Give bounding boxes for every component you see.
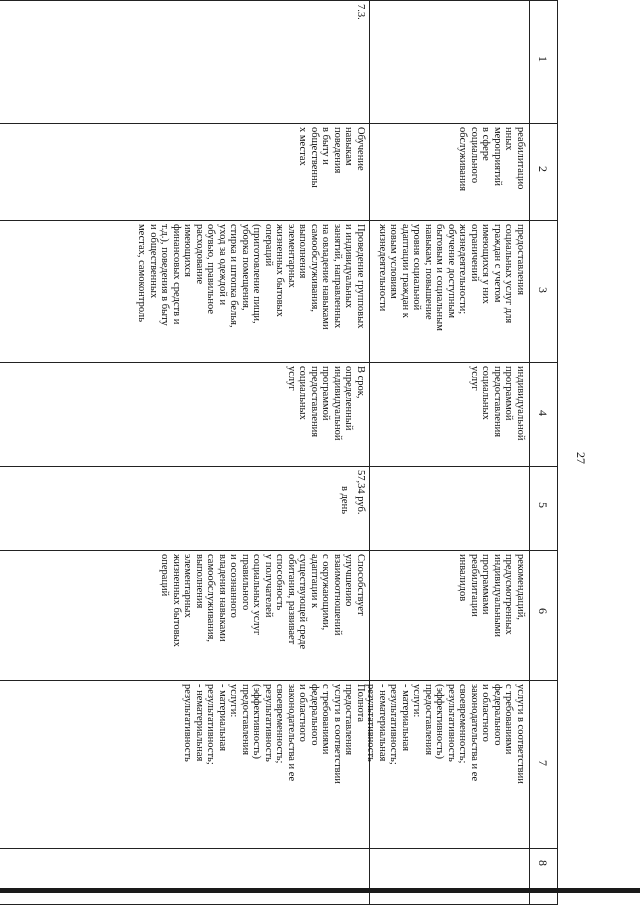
prev-row-name-cell: реабилитацио нных мероприятий в сфере социального обслуживания (457, 127, 526, 192)
row-7-3-description-cell: Проведение групповых и индивидуальных занятий, направленных на овладение навыками самообслуживания, выполнения элементарных жизненных бытовых операций (приготовление пищи, уборка помещения, стирка и штопка белья, уход за одеждой и обувью, правильное расходование имеющихся финансовых средств и т.д.), поведения в быту и общественных местах, самоконтроль (136, 224, 366, 330)
column-rule (0, 550, 558, 551)
header-col-1: 1 (536, 56, 550, 62)
row-7-3-price-unit-cell: в день (339, 486, 350, 514)
prev-row-indicators-cell: услуги в соответствии с требованиями федерального и областного законодательства и ее своевременность; результативность (эффективность) предоставления услуги: - материальная результативность; - нематериальная результативность (365, 684, 526, 784)
header-col-6: 6 (536, 608, 550, 614)
row-7-3-price-cell: 57,34 руб. (355, 470, 366, 515)
page-number: 27 (574, 452, 588, 464)
prev-row-conditions-cell: рекомендаций, предусмотренных индивидуальными программами реабилитации инвалидов (457, 554, 526, 637)
header-col-5: 5 (536, 502, 550, 508)
row-7-3-term-cell: В срок, определенный индивидуальной программой предоставления социальных услуг (286, 366, 366, 441)
column-rule (0, 123, 558, 124)
column-rule (0, 680, 558, 681)
row-7-3-number-cell: 7.3. (355, 4, 366, 20)
row-7-3-conditions-cell: Способствует улучшению взаимоотношений с окружающими, адаптации к существующей среде обитания, развивает способность у получателей социальных услуг правильного и осознанного владения навыками самообслуживания, выполнения элементарных жизненных бытовых операций (159, 554, 366, 650)
prev-row-description-cell: предоставления социальных услуг для граждан с учетом имеющихся у них ограничений жизнедеятельности; обучение доступным бытовым и социальным навыкам; повышение уровня социальной адаптации граждан к новым условиям жизнедеятельности (377, 224, 526, 331)
prev-row-term-cell: индивидуальной программой предоставления социальных услуг (469, 366, 526, 441)
column-rule (0, 362, 558, 363)
table-top-rule (557, 0, 558, 905)
header-col-3: 3 (536, 287, 550, 293)
row-7-3-name-cell: Обучение навыкам поведения в быту и общественны х местах (297, 127, 366, 188)
header-rule (529, 0, 530, 905)
header-col-8: 8 (536, 860, 550, 866)
column-rule (0, 848, 558, 849)
column-rule (0, 220, 558, 221)
column-rule (0, 0, 558, 1)
column-rule (0, 466, 558, 467)
header-col-2: 2 (536, 166, 550, 172)
header-col-7: 7 (536, 760, 550, 766)
row-7-3-indicators-cell: Полнота предоставления услуги в соответствии с требованиями федерального и областного законодательства и ее своевременность; результативность (эффективность) предоставления услуги: - материальная результативность; - нематериальная результативность (182, 684, 366, 784)
scan-edge-line (0, 888, 640, 893)
header-col-4: 4 (536, 410, 550, 416)
